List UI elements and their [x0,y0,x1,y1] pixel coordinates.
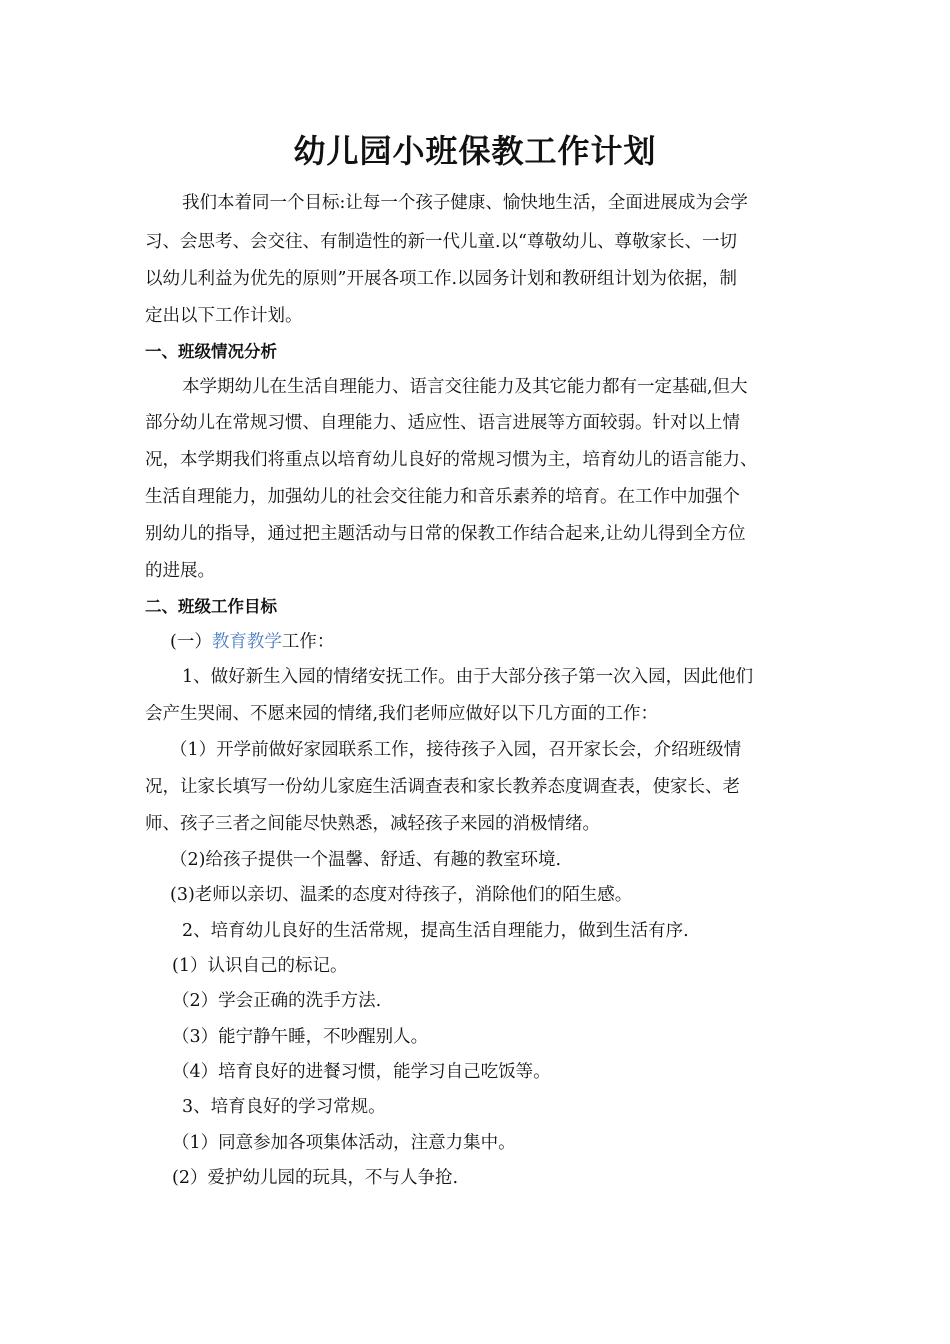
section1-line-1: 本学期幼儿在生活自理能力、语言交往能力及其它能力都有一定基础,但大 [182,377,748,397]
item1-line-1: 1、做好新生入园的情绪安抚工作。由于大部分孩子第一次入园，因此他们 [182,667,754,687]
item1-2: （2)给孩子提供一个温馨、舒适、有趣的教室环境. [170,850,562,870]
subsection-prefix: (一） [170,632,212,652]
subsection-suffix: 工作： [281,632,335,652]
item1-line-2: 会产生哭闹、不愿来园的情绪,我们老师应做好以下几方面的工作： [145,704,659,724]
item1-1-line-1: （1）开学前做好家园联系工作，接待孩子入园，召开家长会，介绍班级情 [170,740,742,760]
item3-1: （1）同意参加各项集体活动，注意力集中。 [172,1133,516,1153]
section1-line-4: 生活自理能力，加强幼儿的社会交往能力和音乐素养的培育。在工作中加强个 [145,487,740,507]
section1-line-3: 况，本学期我们将重点以培育幼儿良好的常规习惯为主，培育幼儿的语言能力、 [145,450,758,470]
section1-line-5: 别幼儿的指导，通过把主题活动与日常的保教工作结合起来,让幼儿得到全方位 [145,524,746,544]
item2-1: (1）认识自己的标记。 [172,956,348,976]
item1-3: (3)老师以亲切、温柔的态度对待孩子，消除他们的陌生感。 [170,885,633,905]
item3-2: (2）爱护幼儿园的玩具，不与人争抢. [172,1168,459,1188]
item3: 3、培育良好的学习常规。 [182,1097,386,1117]
section2-heading: 二、班级工作目标 [145,597,277,616]
intro-line-2: 习、会思考、会交往、有制造性的新一代儿童.以“尊敬幼儿、尊敬家长、一切 [145,232,738,252]
intro-line-3: 以幼儿利益为优先的原则”开展各项工作.以园务计划和教研组计划为依据，制 [145,269,738,289]
document-title: 幼儿园小班保教工作计划 [293,132,657,170]
item2-2: （2）学会正确的洗手方法. [172,991,382,1011]
item1-1-line-2: 况，让家长填写一份幼儿家庭生活调查表和家长教养态度调查表，使家长、老 [145,777,740,797]
item2: 2、培育幼儿良好的生活常规，提高生活自理能力，做到生活有序. [182,921,689,941]
item2-3: （3）能宁静午睡，不吵醒别人。 [172,1027,429,1047]
intro-line-1: 我们本着同一个目标:让每一个孩子健康、愉快地生活，全面进展成为会学 [182,193,748,213]
section1-line-6: 的进展。 [145,561,215,581]
education-teaching-link[interactable]: 教育教学 [211,632,282,652]
item1-1-line-3: 师、孩子三者之间能尽快熟悉，减轻孩子来园的消极情绪。 [145,814,600,834]
section1-line-2: 部分幼儿在常规习惯、自理能力、适应性、语言进展等方面较弱。针对以上情 [145,413,740,433]
subsection-education [170,629,850,655]
item2-4: （4）培育良好的进餐习惯，能学习自己吃饭等。 [172,1062,551,1082]
section1-heading: 一、班级情况分析 [145,342,277,361]
intro-line-4: 定出以下工作计划。 [145,306,303,326]
